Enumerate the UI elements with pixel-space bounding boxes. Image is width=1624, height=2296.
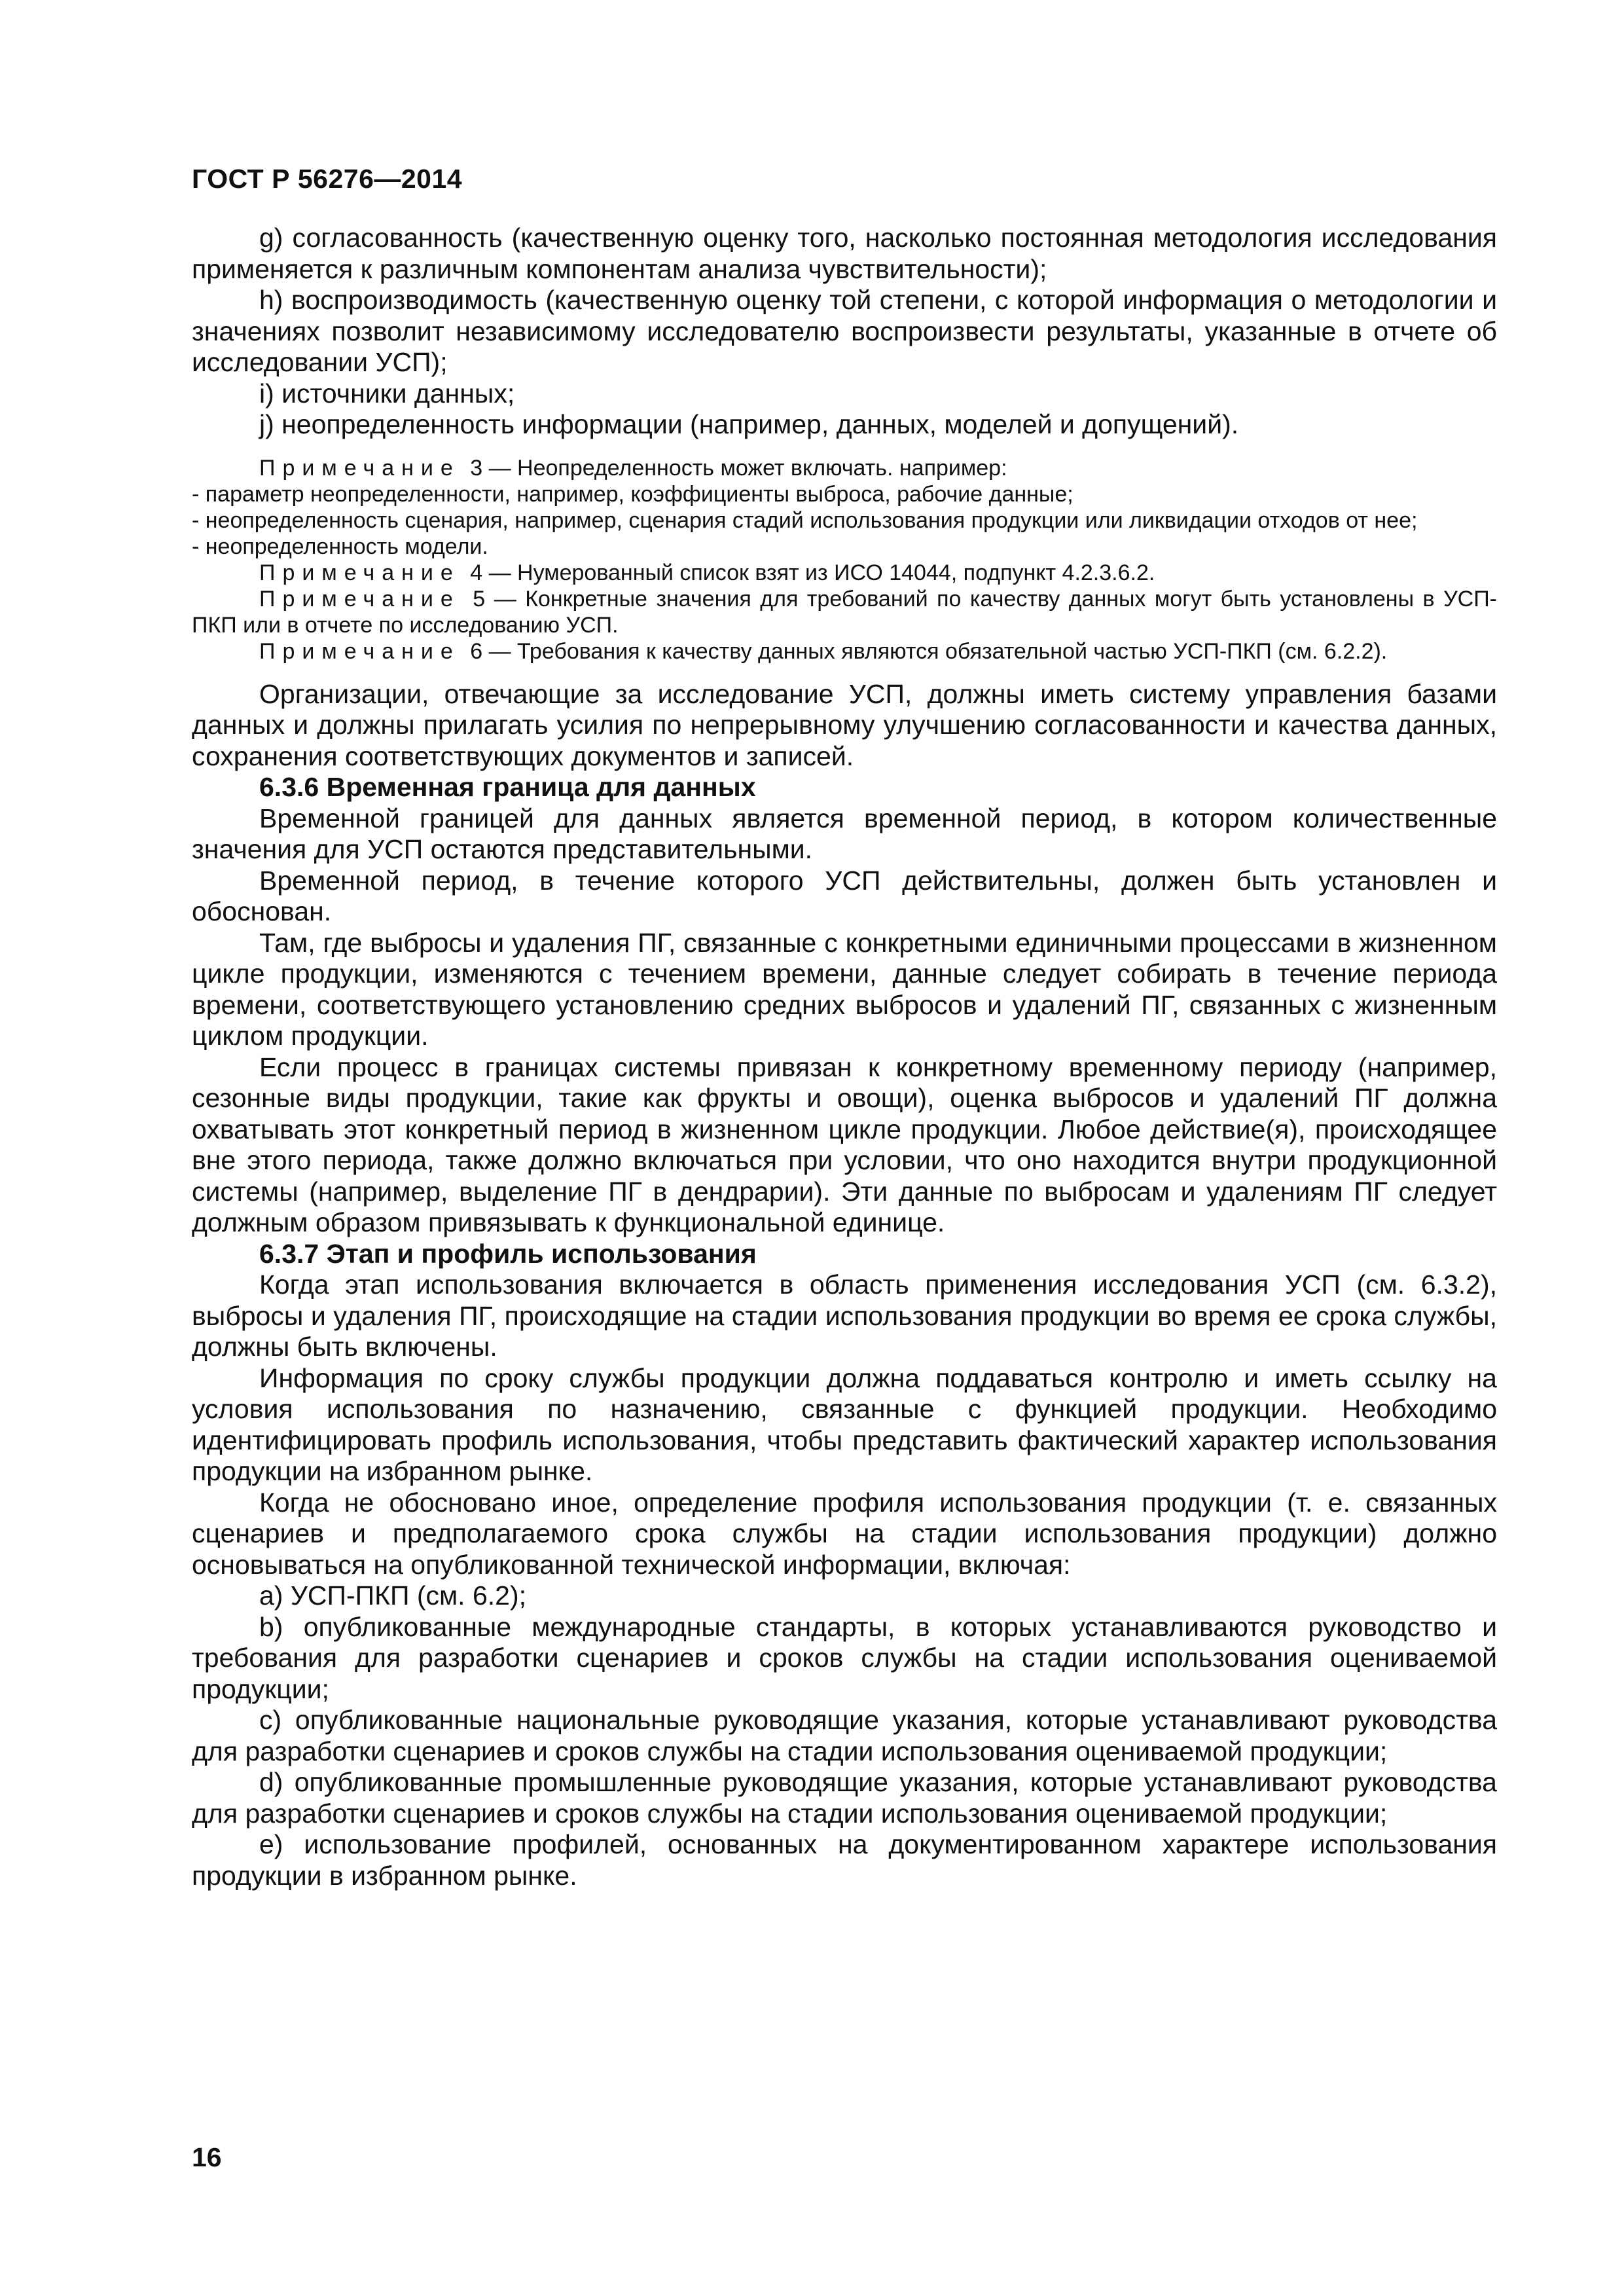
section-6-3-6-heading: 6.3.6 Временная граница для данных	[259, 772, 756, 802]
section-6-3-7-paragraph: Когда этап использования включается в область применения исследования УСП (см. 6.3.2), выбросы и удаления ПГ, происходящие на стадии использования продукции во время ее срока службы, должны быть включены.	[192, 1269, 1497, 1362]
note-5-label: Примечание	[259, 586, 460, 611]
notes-block	[192, 455, 1497, 665]
list-item-j: j) неопределенность информации (например, данных, моделей и допущений).	[259, 409, 1239, 439]
section-6-3-6-paragraph: Временной период, в течение которого УСП действительны, должен быть установлен и обоснован.	[192, 865, 1497, 926]
paragraph-organizations: Организации, отвечающие за исследование УСП, должны иметь систему управления базами данных и должны прилагать усилия по непрерывному улучшению согласованности и качества данных, сохранения соответствующих документов и записей.	[192, 678, 1497, 771]
note-4-text: 4 — Нумерованный список взят из ИСО 14044, подпункт 4.2.3.6.2.	[470, 560, 1155, 585]
section-6-3-7-paragraph: Когда не обосновано иное, определение профиля использования продукции (т. е. связанных сценариев и предполагаемого срока службы на стадии использования продукции) должно основываться на опубликованной технической информации, включая:	[192, 1487, 1497, 1580]
note-5	[192, 586, 1497, 638]
note-5-text: 5 — Конкретные значения для требований по качеству данных могут быть установлены в УСП-ПКП или в отчете по исследованию УСП.	[192, 586, 1497, 638]
section-6-3-6-paragraph: Временной границей для данных является временной период, в котором количественные значения для УСП остаются представительными.	[192, 803, 1497, 864]
list-item-c: c) опубликованные национальные руководящие указания, которые устанавливают руководства для разработки сценариев и сроков службы на стадии использования оцениваемой продукции;	[192, 1705, 1497, 1766]
page-number: 16	[192, 2142, 222, 2172]
page-content	[192, 223, 1497, 1891]
list-item-e: e) использование профилей, основанных на документированном характере использования продукции в избранном рынке.	[192, 1829, 1497, 1891]
section-6-3-6-paragraph: Если процесс в границах системы привязан к конкретному временному периоду (например, сезонные виды продукции, такие как фрукты и овощи), оценка выбросов и удалений ПГ должна охватывать этот конкретный период в жизненном цикле продукции. Любое действие(я), происходящее вне этого периода, также должно включаться при условии, что оно находится внутри продукционной системы (например, выделение ПГ в дендрарии). Эти данные по выбросам и удалениям ПГ следует должным образом привязывать к функциональной единице.	[192, 1051, 1497, 1237]
document-header: ГОСТ Р 56276—2014	[192, 164, 463, 194]
note-6-label: Примечание	[259, 638, 460, 664]
list-item-b: b) опубликованные международные стандарты, в которых устанавливаются руководство и требования для разработки сценариев и сроков службы на стадии использования оцениваемой продукции;	[192, 1611, 1497, 1704]
note-3-label: Примечание	[259, 455, 460, 481]
note-3	[192, 455, 1497, 481]
list-item-a: a) УСП-ПКП (см. 6.2);	[259, 1580, 526, 1611]
note-3-text: 3 — Неопределенность может включать. например:	[470, 455, 1007, 481]
note-6-text: 6 — Требования к качеству данных являются обязательной частью УСП-ПКП (см. 6.2.2).	[470, 638, 1388, 664]
list-item-i: i) источники данных;	[259, 378, 515, 409]
note-3-dash-item-1: - параметр неопределенности, например, коэффициенты выброса, рабочие данные;	[192, 481, 1074, 507]
list-item-d: d) опубликованные промышленные руководящие указания, которые устанавливают руководства для разработки сценариев и сроков службы на стадии использования оцениваемой продукции;	[192, 1767, 1497, 1829]
section-6-3-6-paragraph: Там, где выбросы и удаления ПГ, связанные с конкретными единичными процессами в жизненном цикле продукции, изменяются с течением времени, данные следует собирать в течение периода времени, соответствующего установлению средних выбросов и удалений ПГ, связанных с жизненным циклом продукции.	[192, 927, 1497, 1051]
list-item-g: g) согласованность (качественную оценку того, насколько постоянная методология исследования применяется к различным компонентам анализа чувствительности);	[192, 223, 1497, 284]
section-6-3-7-paragraph: Информация по сроку службы продукции должна поддаваться контролю и иметь ссылку на условия использования по назначению, связанные с функцией продукции. Необходимо идентифицировать профиль использования, чтобы представить фактический характер использования продукции на избранном рынке.	[192, 1362, 1497, 1486]
note-3-dash-item-2: - неопределенность сценария, например, сценария стадий использования продукции или ликвидации отходов от нее;	[192, 507, 1418, 533]
note-4	[192, 560, 1497, 586]
section-6-3-7-heading: 6.3.7 Этап и профиль использования	[259, 1238, 757, 1269]
note-6	[192, 638, 1497, 665]
list-item-h: h) воспроизводимость (качественную оценку той степени, с которой информация о методологии и значениях позволит независимому исследователю воспроизвести результаты, указанные в отчете об исследовании УСП);	[192, 285, 1497, 377]
note-4-label: Примечание	[259, 560, 460, 585]
note-3-dash-item-3: - неопределенность модели.	[192, 534, 488, 559]
